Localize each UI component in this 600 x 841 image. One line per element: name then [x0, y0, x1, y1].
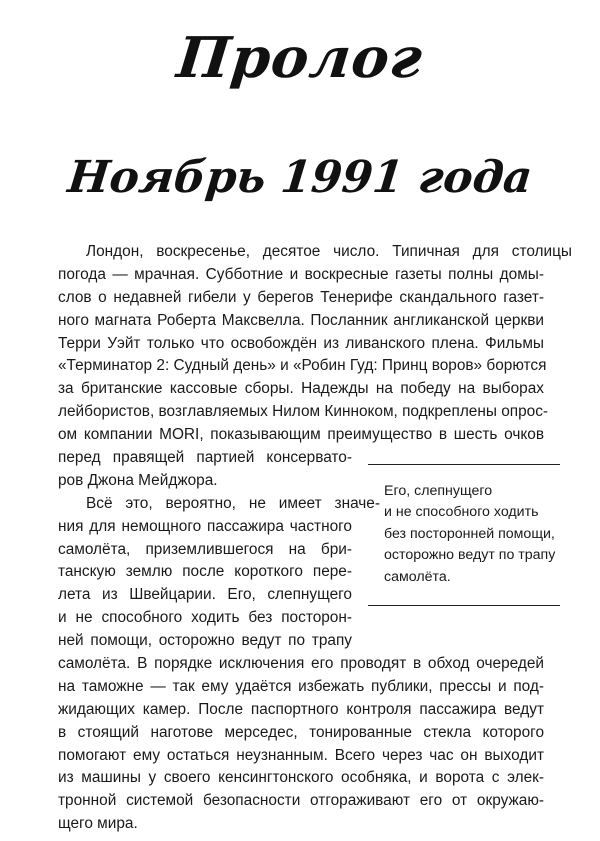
text-line: Всё это, вероятно, не имеет значе-: [86, 494, 380, 512]
text-line: помогают ему остаться неузнанным. Всего через час он выходит: [58, 746, 544, 764]
text-line: щего мира.: [58, 815, 138, 833]
text-line: самолёта. В порядке исключения его проводят в обход очередей: [58, 655, 544, 673]
text-line: «Терминатор 2: Судный день» и «Робин Гуд: Принц воров» борются: [58, 357, 547, 375]
text-line: ом компании MORI, показывающим преимущество в шесть очков: [58, 426, 544, 444]
text-line: Лондон, воскресенье, десятое число. Типичная для столицы: [86, 243, 572, 260]
text-line: за британские кассовые сборы. Надежды на победу на выборах: [58, 380, 544, 398]
pull-quote: [368, 464, 560, 606]
text-line: ров Джона Мейджора.: [58, 471, 218, 489]
text-line: слов о недавней гибели у берегов Тенерифе скандального газет-: [58, 288, 544, 306]
text-line: ней помощи, осторожно ведут по трапу: [58, 632, 352, 650]
text-line: на таможне — так ему удаётся избежать публики, прессы и под-: [58, 677, 544, 695]
pull-quote-line: и не способного ходить: [384, 504, 539, 521]
text-line: Терри Уэйт только что освобождён из ливанского плена. Фильмы: [58, 334, 544, 352]
text-line: лейбористов, возглавляемых Нилом Кинноком, подкреплены опрос-: [58, 403, 549, 421]
text-line: ного магната Роберта Максвелла. Посланник англиканской церкви: [58, 311, 544, 329]
text-line: погода — мрачная. Субботние и воскресные газеты полны домы-: [58, 265, 544, 283]
chapter-subtitle: Ноябрь 1991 года: [65, 152, 535, 203]
text-line: из машины у своего кенсингтонского особняка, и ворота с элек-: [58, 769, 544, 787]
pull-quote-line: Его, слепнущего: [384, 483, 493, 499]
pull-quote-line: самолёта.: [384, 568, 451, 585]
text-line: ния для немощного пассажира частного: [58, 517, 352, 535]
text-line: танскую землю после короткого пере-: [58, 563, 352, 581]
text-line: жидающих камер. После паспортного контроля пассажира ведут: [58, 700, 544, 718]
pull-quote-line: без посторонней помощи,: [384, 525, 555, 542]
text-line: тронной системой безопасности отгораживают его от окружаю-: [58, 792, 544, 810]
pull-quote-line: осторожно ведут по трапу: [384, 547, 556, 564]
text-line: перед правящей партией консервато-: [58, 449, 352, 467]
text-line: в стоящий наготове мерседес, тонированные стекла которого: [58, 723, 544, 741]
chapter-title: Пролог: [173, 25, 427, 91]
text-line: самолёта, приземлившегося на бри-: [58, 540, 352, 558]
text-line: лета из Швейцарии. Его, слепнущего: [58, 586, 352, 604]
text-line: и не способного ходить без посторон-: [58, 609, 352, 627]
